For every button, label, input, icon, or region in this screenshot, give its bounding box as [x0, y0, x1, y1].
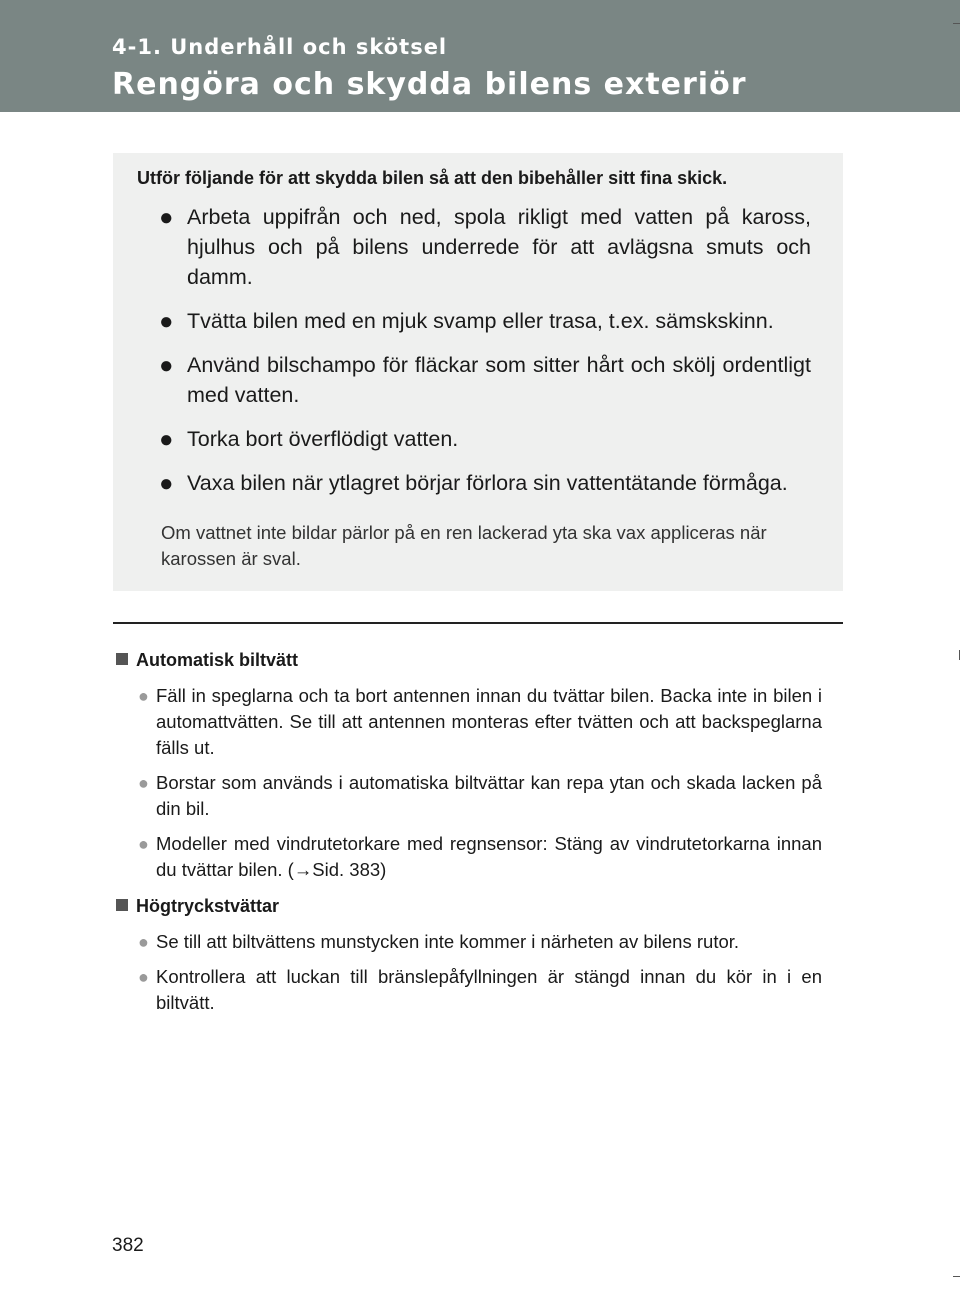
bullet-icon: ●: [159, 426, 174, 453]
subsection-list: [116, 929, 822, 1016]
bullet-icon: ●: [138, 773, 149, 793]
crop-mark: [953, 1276, 960, 1277]
page-title: Rengöra och skydda bilens exteriör: [112, 67, 747, 102]
bullet-icon: ●: [138, 932, 149, 952]
list-item: ● Fäll in speglarna och ta bort antennen innan du tvättar bilen. Backa inte in bilen i automattvätten. Se till att antennen monteras efter tvätten och att backspeglarna fälls ut.: [138, 685, 822, 758]
section-divider: [113, 622, 843, 624]
subsection-list: [116, 683, 822, 883]
bullet-icon: ●: [138, 834, 149, 854]
list-item: ● Använd bilschampo för fläckar som sitter hårt och skölj ordentligt med vatten.: [159, 352, 811, 407]
list-item: ● Vaxa bilen när ytlagret börjar förlora sin vattentätande förmåga.: [159, 470, 788, 497]
list-item: ● Torka bort överflödigt vatten.: [159, 426, 459, 453]
page-number: 382: [112, 1235, 144, 1256]
crop-mark: [953, 23, 960, 24]
intro-note: Om vattnet inte bildar pärlor på en ren lackerad yta ska vax appliceras när karossen är sval.: [161, 522, 767, 569]
header-bar: [0, 0, 960, 112]
list-item: ● Kontrollera att luckan till bränslepåfyllningen är stängd innan du kör in i en biltvätt.: [138, 966, 822, 1013]
subsection-heading: Automatisk biltvätt: [116, 647, 822, 673]
bullet-icon: ●: [159, 470, 174, 497]
intro-list: [137, 202, 811, 498]
bullet-icon: ●: [159, 352, 174, 379]
bullet-icon: ●: [138, 686, 149, 706]
subsection-heading: Högtryckstvättar: [116, 893, 822, 919]
intro-box: [113, 153, 843, 591]
square-icon: [116, 653, 128, 665]
list-item: ● Tvätta bilen med en mjuk svamp eller trasa, t.ex. sämskskinn.: [159, 308, 774, 335]
main-content: [116, 647, 822, 1026]
bullet-icon: ●: [159, 308, 174, 335]
square-icon: [116, 899, 128, 911]
list-item: ● Se till att biltvättens munstycken inte kommer i närheten av bilens rutor.: [138, 929, 822, 955]
intro-lead: Utför följande för att skydda bilen så att den bibehåller sitt fina skick.: [137, 168, 728, 188]
bullet-icon: ●: [138, 967, 149, 987]
bullet-icon: ●: [159, 204, 174, 231]
list-item: ● Borstar som används i automatiska biltvättar kan repa ytan och skada lacken på din bil.: [138, 772, 822, 819]
section-label: 4-1. Underhåll och skötsel: [112, 35, 448, 59]
list-item: ● Modeller med vindrutetorkare med regnsensor: Stäng av vindrutetorkarna innan du tvättar bilen. (→Sid. 383): [138, 833, 822, 880]
list-item: ● Arbeta uppifrån och ned, spola rikligt med vatten på kaross, hjulhus och på bilens underrede för att avlägsna smuts och damm.: [159, 204, 811, 289]
